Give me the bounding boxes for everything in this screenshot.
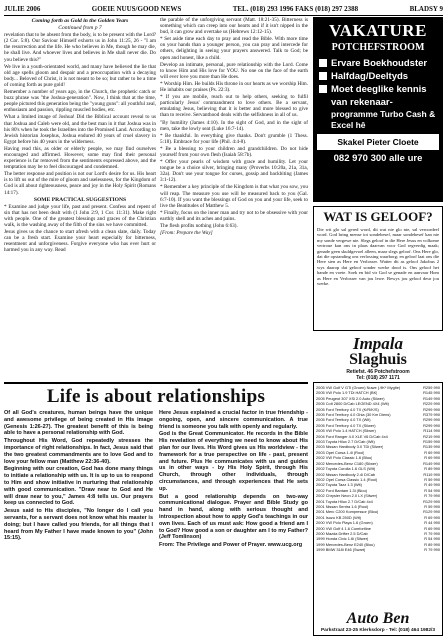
car-description: 2002 VW Polo Classic 1.6 (Blou) [316, 455, 373, 461]
list-item: Halfdag/Deeltyds [319, 70, 443, 83]
vakature-contact-name: Skakel Pieter Cloete [317, 134, 439, 150]
article-paragraph: * Finally, focus on the inner man and try not to be obsessive with your earthly shell and its aches and pains. [160, 209, 308, 222]
car-price: R129 990 [423, 498, 440, 504]
car-description: 2005 Ford Territory 4.0 TX (K/R/K/S) [316, 406, 379, 412]
vakature-title: VAKATURE [329, 21, 427, 40]
auto-ben-car-listings [313, 382, 443, 636]
car-description: 2005 Peugeot 307 XSi 2.0 Auto (Silwer) [316, 395, 385, 401]
vakature-phone: 082 970 300 alle ure [333, 153, 423, 164]
car-price: R145 990 [423, 390, 440, 396]
article-golden-years-column-2 [160, 17, 308, 379]
car-price: R129 990 [423, 509, 440, 515]
car-description: 2002 Nissan Hardbody 2.4i D/Cab [316, 471, 376, 477]
car-price: R 59 990 [424, 503, 440, 509]
article-paragraph: revelation that to be absent from the body, is to be present with the Lord? (2 Cor. 5:8). Our Saviour Himself exhorts us in John 11:25, 26 - "I am the resurrection and the life. He who believes in Me, though he may die, he shall live. And whoever lives and believes in Me shall never die. Do you believe this?" [4, 32, 156, 63]
article-paragraph: * Offer your pearls of wisdom with grace and humility. Let your tongue be a choice silver, bringing many (Proverbs 10:20a, 21a, 31a, 32a). Don't use your tongue for curses, gossip and backbiting (James 3:1-12). [160, 159, 308, 184]
article-paragraph: * Remember a key principle of the Kingdom is that what you sow, you will reap. The measure you use will be measured back to you (Gal. 6:7-10). If you want the blessings of God on you and your life, seek to live the Beatitudes of Matthew 5. [160, 184, 308, 209]
car-description: 2003 Opel Corsa 1.4i (Rooi) [316, 449, 365, 455]
impala-advert [313, 334, 443, 379]
square-bullet-icon [319, 85, 327, 93]
car-price: R 69 990 [424, 525, 440, 531]
car-description: 2005 VW Golf V GTi (Groen) Nuwe (.9K* Myglte) [316, 385, 401, 390]
article-paragraph: * Be a blessing to your children and grandchildren. Do not hide yourself from your own flesh (Isaiah 58:7b). [160, 145, 308, 158]
impala-logo: Impala [352, 334, 404, 353]
header-date: JULIE 2006 [4, 5, 41, 13]
article-paragraph: the parable of the unforgiving servant (Matt. 18:21-35). Bitterness is something which can creep into our hearts and if it isn't nipped in the bud, it can grow and overtake us (Hebrews 12:12-15). [160, 17, 308, 36]
article-paragraph: Beginning with our creation, God has done many things to initiate a relationship with us. It is up to us to respond to Him and show initiative in nurturing that relationship with good communication. "Draw near to God and He will draw near to you," James 4:8 tells us. Our prayers keep us connected to God. [4, 466, 153, 507]
article-paragraph: Throughout His Word, God repeatedly stresses the importance of right relationships. In fact, Jesus said that the two greatest commandments are to love God and to love your fellow man (Matthew 22:36-40). [4, 438, 153, 465]
car-price: R299 990 [423, 422, 440, 428]
article-heading: Coming forth as Gold in the Golden Years [31, 18, 129, 24]
article-paragraph: But a good relationship depends on two-way communicational dialogue. Prayer and Bible Study go hand in hand, along with serious thought and introspection about how to apply God's teachings in our own lives. Each of us must ask: How good a friend am I to God? How good a son or daughter am I to my Father? (Jeff Tomlinson) [159, 493, 308, 541]
car-price: R 69 990 [424, 514, 440, 520]
article-paragraph: We live in a youth-orientated world, and many have believed the lie that old age spells gloom and despair and a preoccupation with a decaying body... Beloved of Christ, it is not meant to be so; but rather to be a time of coming forth as pure gold! [4, 63, 156, 88]
auto-ben-address: Parkstraat 23-25 Klerksdorp - Tel: (018) 464 1982/3 [320, 628, 436, 633]
car-list [316, 385, 440, 553]
car-description: 2000 Mazda Drifter 2.5 D/Cab [316, 530, 368, 536]
car-price: R299 990 [423, 417, 440, 423]
car-description: 2002 Toyota Corolla 1.6 GLS (Wit) [316, 466, 376, 472]
car-price: R 54 990 [424, 487, 440, 493]
vakature-town: POTCHEFSTROOM [331, 42, 425, 53]
list-item: Moet deeglike kennis van rekenaar- [319, 83, 443, 109]
article-golden-years-column-1 [4, 17, 156, 379]
car-price: R 89 990 [424, 466, 440, 472]
article-paragraph: God is the Great Communicator. He records in the Bible His revelation of everything we need to know about His plan for our lives. His Word gives us His worldview - the framework for a true perspective on life - past, present and future. Plus He communicates with us and guides us in other ways - by His Holy Spirit, through His Church, through other individuals, through circumstances, and through experiences that He sets up. [159, 431, 308, 492]
car-description: 1999 BMW 318i E46 (Swart) [316, 547, 366, 553]
article-paragraph: Here Jesus explained a crucial factor in true friendship - ongoing, open, and sincere communication. A true friend is someone you talk with openly and regularly. [159, 410, 308, 430]
car-price: R 59 990 [424, 476, 440, 482]
slaghuis-logo: Slaghuis [349, 351, 407, 368]
header-publication: GOEIE NUUS/GOOD NEWS [91, 5, 182, 13]
square-bullet-icon [319, 59, 327, 67]
article-source: From: The Privilege and Power of Prayer. www.ucg.org [159, 542, 303, 549]
life-relationships-article [4, 382, 308, 638]
vakature-programmes: programme Turbo Cash & Excel hê [331, 109, 436, 130]
impala-address: Retiefst. 46 Potchefstroom [346, 369, 410, 375]
car-price: R299 990 [423, 406, 440, 412]
car-price: R119 990 [423, 471, 440, 477]
car-description: 2001 Isuzu KB 250D (Wit) [316, 514, 361, 520]
article-paragraph: * Be thankful. In everything give thanks. Don't grumble (1 Thess. 5:18). Embrace for your life (Phil. 4:4-8). [160, 132, 308, 145]
article-source: [From: Prepare the Way] [160, 230, 213, 237]
car-description: 2005 VW Polo 1.4 HATCH (Silwer) [316, 428, 376, 434]
geloof-advert [313, 206, 443, 331]
car-price: R149 990 [423, 460, 440, 466]
header-page-number: BLADSY 9 [409, 5, 443, 13]
car-price: R149 990 [423, 395, 440, 401]
car-description: 2003 Toyota Hilux 2.7 D/Cab (Wit) [316, 439, 375, 445]
vakature-requirements [319, 57, 443, 109]
article-paragraph: Remember a number of years ago, in the Church, the prophetic catch or buzz phrase was "the Joshua-generation". Now, I think that at the time, people pictured this generation being the "young guns": all youthful zeal, enthusiasm and passion, rippling muscled bodies, etc. [4, 89, 156, 114]
car-description: 2005 Ford Territory 4.0 Ghia (30 Km Diens) [316, 412, 391, 418]
car-description: 2002 Toyota Tazz 1.3 (Wit) [316, 482, 362, 488]
car-description: 2005 Colt 2800 D/Cab LEGEND 4X4 (Wit) [316, 401, 389, 407]
article-paragraph: Of all God's creatures, human beings have the unique and awesome privilege of being created in His image (Genesis 1:26-27). The greatest benefit of this is being able to have a personal relationship with God. [4, 410, 153, 437]
car-description: 2005 VW Polo 1.9 TDi HATCH (BK) [316, 390, 378, 396]
article-paragraph: * Examine and judge your life, past and present. Confess and repent of sin that has not been dealt with (1 John 2:9, 1 Cor. 11:31). Make right with people. One of the greatest blessings and graces of the Christian walk, is the washing away of the filth of the sins we have committed. [4, 203, 156, 228]
car-price: R 89 990 [424, 541, 440, 547]
car-price: R 79 990 [424, 493, 440, 499]
car-price: R 69 990 [424, 449, 440, 455]
square-bullet-icon [319, 72, 327, 80]
section-subheading: SOME PRACTICAL SUGGESTIONS [33, 196, 127, 203]
article-paragraph: * If you are mobile, reach out to help others, seeking to fulfil particularly Jesus' commandment to love others. Be a servant, emulating Jesus, believing that it is better and more blessed to give than to receive. Servanthood deals with the selfishness in all of us. [160, 94, 308, 119]
article-columns [4, 410, 308, 550]
car-price: R 49 990 [424, 482, 440, 488]
article-continued-note: Continued from p 7 [58, 25, 102, 32]
car-price: R259 990 [423, 385, 440, 390]
car-description: 2002 Mercedes-Benz C180 (Silwer) [316, 460, 378, 466]
car-price: R 44 990 [424, 520, 440, 526]
auto-ben-footer [314, 610, 442, 633]
article-title: Life is about relationships [46, 386, 266, 407]
car-price: R379 990 [423, 412, 440, 418]
article-paragraph: * Worship Him. He builds His throne in our hearts as we worship Him. He inhabits our praises (Ps. 22:3). [160, 80, 308, 94]
car-description: 2001 Merc C200 Kompressor (Blou) [316, 509, 379, 515]
car-price: R139 990 [423, 444, 440, 450]
article-paragraph: What a limited image of Joshua! Did the Biblical account reveal to us that Joshua and Caleb were old, and the best man in it that Joshua was in his 80's when he took the Israelites into the Promised Land. According to Jewish historian Josephus, Joshua endured 40 years of cruel slavery in Egypt before his 40 years in the wilderness. [4, 114, 156, 145]
article-column-right [159, 410, 308, 550]
car-price: R 79 990 [424, 547, 440, 553]
geloof-question: WAT IS GELOOF? [323, 209, 433, 224]
article-paragraph: Develop an intimate, personal, pure relationship with the Lord. Come to know Him and His love for YOU. No one on the face of the earth will ever love you more than He does. [160, 61, 308, 80]
car-description: 2002 Opel Corsa Classic 1.4 (Rooi) [316, 476, 378, 482]
page-header [4, 3, 443, 16]
car-price: R 54 990 [424, 536, 440, 542]
car-description: 2002 Chrysler Neon 2.0 LX (Silwer) [316, 493, 378, 499]
geloof-text: Die wit glo sal gered word, dit wat nie glo nie, sal veroordeel word. God bring mense tot sondebesef, maar sondebesef kan nie my sonde vergewe nie. Slegs geloof in die Here Jesus en volkome vertroue kan ons in plaas daarvan voor God regverdig maak; genade geen skuldgevoel alleen, maar slegs geloof. Ons Here glo, dat die opstanding ons verlossing waarborg; en geloof laat ons die Here sien as Here en Verlosser. Watter dit as geloof Jakobus 2 wys daarop dat geloof sonder werke dood is. Ons geloof het hande en voete. Soek en bid vir God se genade en aanvaar Hom as Here en Verlosser van jou lewe. Bewys jou geloof deur jou werke. [317, 227, 439, 287]
car-description: 2005 Ford Territory 4.0 TX (Silwer) [316, 422, 376, 428]
article-paragraph: Jesus said to His disciples, "No longer do I call you servants, for a servant does not know what his master is doing; but I have called you friends, for all things that I heard from My Father I have made known to you" (John 15:15). [4, 508, 153, 542]
article-column-left [4, 410, 153, 550]
article-paragraph: Jesus gives us the chance to start afresh with a clean slate, daily. Today can be a fresh start. Examine your heart especially for bitterness, resentment and unforgiveness. Forgive everyone who has ever hurt or harmed you in any way. Read [4, 229, 156, 254]
car-listing-row [316, 547, 440, 552]
article-paragraph: "By humility (James 4:10). In the sight of God, and in the sight of men, take the lowly seat (Luke 16:7-14). [160, 119, 308, 132]
car-price: R 79 990 [424, 530, 440, 536]
vakature-advert [313, 17, 443, 202]
impala-phone: Tel: (018) 297 1171 [356, 375, 400, 381]
article-paragraph: The better response and position is not our Lord's desire for us. His heart is to lift us out of the mire of gloom and uselessness, for the Kingdom of God is all about righteousness, peace and joy in the Holy Spirit (Romans 14:17). [4, 171, 156, 196]
car-description: 2000 VW Polo Playa 1.6 (Groen) [316, 520, 373, 526]
article-paragraph: Having read this, as older or elderly people, we may find ourselves encouraged and affirmed. However, some may find their personal experience is far removed from the sentiments expressed above, and the temptation may be to feel discouraged and condemned. [4, 145, 156, 171]
header-contact: TEL. (018) 293 1996 FAKS (018) 297 2388 [232, 5, 359, 13]
car-price: R114 990 [423, 428, 440, 434]
car-description: 2000 VW Golf 4 1.6 Comfortline [316, 525, 371, 531]
car-description: 2001 Nissan Sentra 1.6 (Rooi) [316, 503, 369, 509]
car-description: 2001 Toyota Hilux 2.7 D/Cab 4x4 [316, 498, 373, 504]
car-price: R 69 990 [424, 455, 440, 461]
car-description: 1999 Mercedes-Benz E240 (Blou) [316, 541, 375, 547]
car-description: 2003 Nissan Hardbody 3.0 TDi (Silwer) [316, 444, 384, 450]
car-description: 2002 Ford Bantam 1.3i (Blou) [316, 487, 368, 493]
auto-ben-logo: Auto Ben [346, 610, 410, 627]
car-price: R159 990 [423, 439, 440, 445]
car-price: R229 990 [423, 401, 440, 407]
article-paragraph: * Set aside time each day to pray and read the Bible. With more time on your hands than a younger person, you can pray and intercede for others, delighting in seeing your prayers answered. Talk to God; be open and honest, like a child. [160, 36, 308, 61]
car-description: 2005 Ford Territory 4.0 TX (Wit) [316, 417, 371, 423]
article-paragraph: The flesh profits nothing (John 6:63). [160, 223, 238, 229]
car-description: 1999 Honda Civic 1.6i (Silwer) [316, 536, 369, 542]
list-item: Ervare Boekhoudster [319, 57, 443, 70]
car-description: 2004 Ford Ranger 4.0 XLE V6 D/Cab 4x4 [316, 433, 388, 439]
car-price: R219 990 [423, 433, 440, 439]
